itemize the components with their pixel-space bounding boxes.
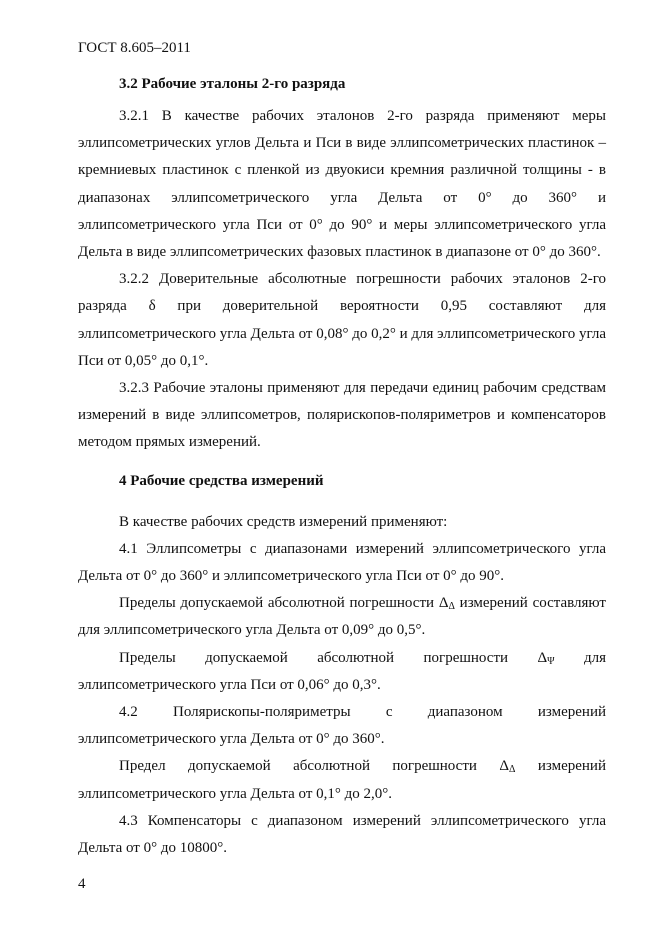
delta-symbol: Δ	[537, 649, 548, 666]
document-header: ГОСТ 8.605–2011	[78, 40, 191, 56]
page-number: 4	[78, 876, 86, 892]
paragraph-4-intro: В качестве рабочих средств измерений применяют:	[119, 513, 448, 530]
section-4-heading: 4 Рабочие средства измерений	[119, 472, 324, 489]
paragraph-4-3: 4.3 Компенсаторы с диапазоном измерений эллипсометрического угла Дельта от 0° до 10800°.	[78, 812, 606, 857]
section-3-2-heading: 3.2 Рабочие эталоны 2-го разряда	[119, 76, 346, 92]
paragraph-4-1-error-psi: Пределы допускаемой абсолютной погрешности $\Delta_\Psi$ для эллипсометрического угла Пси от 0,06° до 0,3°.	[78, 649, 606, 693]
paragraph-4-2: 4.2 Поляриcкопы-поляриметры с диапазоном измерений эллипсометрического угла Дельта от 0° до 360°.	[78, 704, 606, 748]
paragraph-3-2-2: 3.2.2 Доверительные абсолютные погрешности рабочих эталонов 2-го разряда δ при доверительной вероятности 0,95 составляют для эллипсометрического угла Дельта от 0,08° до 0,2° и для эллипсометрического угла Пси от 0,05° до 0,1°.	[78, 271, 606, 369]
delta-subscript: Δ	[509, 764, 516, 776]
delta-symbol: Δ	[438, 595, 449, 612]
psi-subscript: Ψ	[547, 655, 555, 667]
paragraph-3-2-3: 3.2.3 Рабочие эталоны применяют для передачи единиц рабочим средствам измерений в виде эллипсометров, поляриcкопов-поляриметров и компенсаторов методом прямых измерений.	[78, 380, 606, 451]
delta-subscript: Δ	[448, 601, 455, 613]
document-body	[78, 74, 606, 862]
paragraph-3-2-1: 3.2.1 В качестве рабочих эталонов 2-го разряда применяют меры эллипсометрических углов Дельта и Пси в виде эллипсометрических пластинок – кремниевых пластинок с пленкой из двуокиси кремния различной толщины - в диапазонах эллипсометрического угла Дельта от 0° до 360° и эллипсометрического угла Пси от 0° до 90° и меры эллипсометрического угла Дельта в виде эллипсометрических фазовых пластинок в диапазоне от 0° до 360°.	[78, 108, 606, 261]
paragraph-4-2-error: Предел допускаемой абсолютной погрешности $\Delta_\Delta$ измерений эллипсометрического угла Дельта от 0,1° до 2,0°.	[78, 758, 606, 802]
paragraph-4-1-error-delta: Пределы допускаемой абсолютной погрешности $\Delta_\Delta$ измерений составляют для эллипсометрического угла Дельта от 0,09° до 0,5°.	[78, 595, 606, 639]
delta-symbol: Δ	[499, 758, 509, 775]
paragraph-4-1: 4.1 Эллипсометры с диапазонами измерений эллипсометрического угла Дельта от 0° до 360° и эллипсометрического угла Пси от 0° до 90°.	[78, 540, 606, 585]
